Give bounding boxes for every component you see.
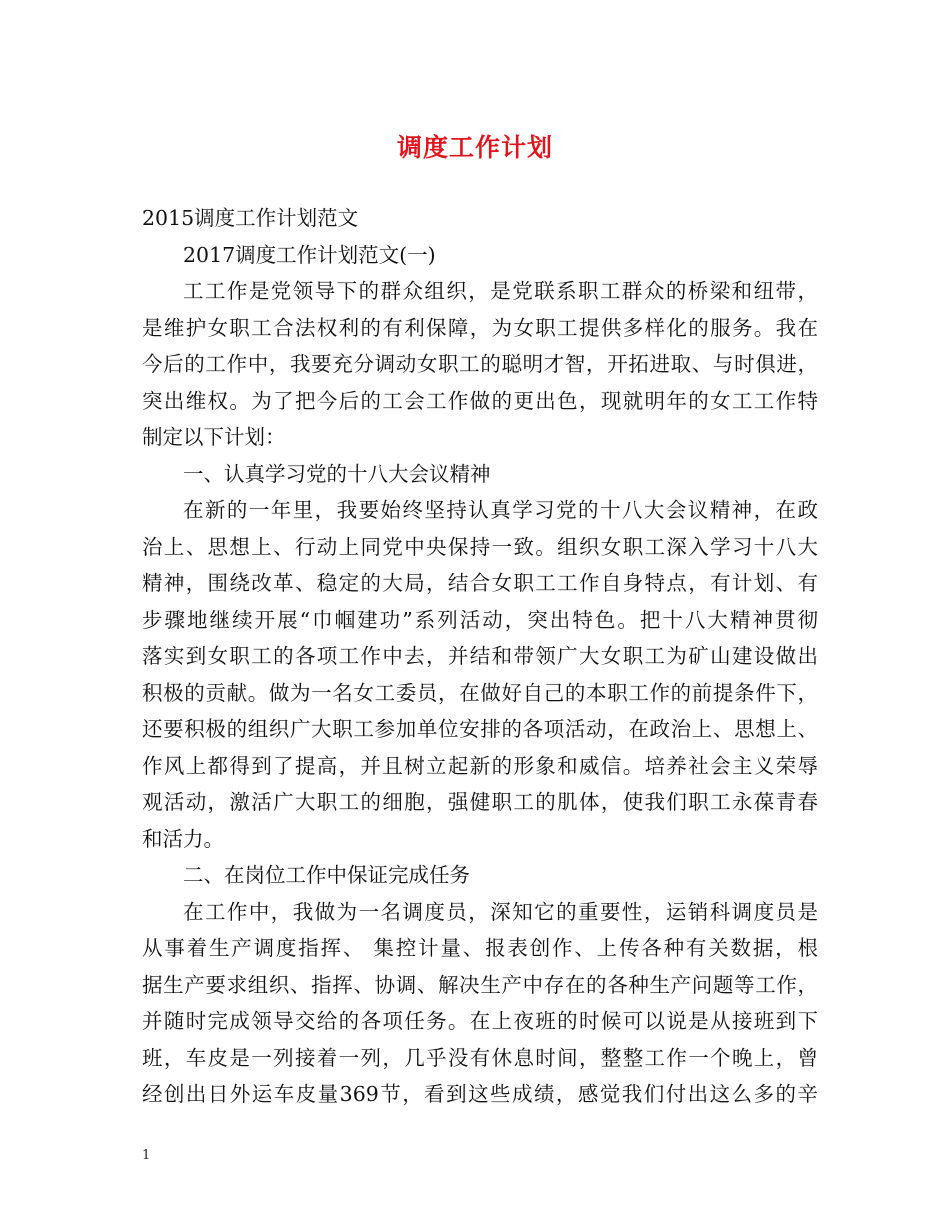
- text-line: 是维护女职工合法权利的有利保障，为女职工提供多样化的服务。我在: [142, 315, 818, 340]
- text-line: 和活力。: [142, 826, 224, 851]
- text-line: 据生产要求组织、指挥、协调、解决生产中存在的各种生产问题等工作，: [142, 972, 818, 997]
- text-line: 观活动，激活广大职工的细胞，强健职工的肌体，使我们职工永葆青春: [142, 790, 818, 814]
- text-line: 作风上都得到了提高，并且树立起新的形象和威信。培养社会主义荣辱: [142, 753, 818, 778]
- page-number: 1: [142, 1148, 151, 1163]
- text-line: 在工作中，我做为一名调度员，深知它的重要性，运销科调度员是: [183, 899, 818, 924]
- text-line: 还要积极的组织广大职工参加单位安排的各项活动，在政治上、思想上、: [142, 717, 818, 741]
- text-line: 工工作是党领导下的群众组织，是党联系职工群众的桥梁和纽带，: [183, 279, 818, 303]
- text-line: 落实到女职工的各项工作中去，并结和带领广大女职工为矿山建设做出: [142, 644, 818, 668]
- text-line: 从事着生产调度指挥、 集控计量、报表创作、上传各种有关数据，根: [142, 936, 818, 960]
- text-line: 今后的工作中，我要充分调动女职工的聪明才智，开拓进取、与时俱进，: [142, 352, 818, 376]
- text-line: 一、认真学习党的十八大会议精神: [183, 461, 491, 486]
- text-line: 并随时完成领导交给的各项任务。在上夜班的时候可以说是从接班到下: [142, 1009, 818, 1033]
- text-line: 2015调度工作计划范文: [142, 206, 359, 230]
- text-line: 精神，围绕改革、稳定的大局，结合女职工工作自身特点，有计划、有: [142, 571, 818, 595]
- text-line: 经创出日外运车皮量369节，看到这些成绩，感觉我们付出这么多的辛: [142, 1082, 818, 1106]
- text-line: 班，车皮是一列接着一列，几乎没有休息时间，整整工作一个晚上，曾: [142, 1045, 818, 1070]
- text-line: 治上、思想上、行动上同党中央保持一致。组织女职工深入学习十八大: [142, 534, 818, 559]
- text-line: 二、在岗位工作中保证完成任务: [183, 863, 470, 887]
- text-line: 2017调度工作计划范文(一): [183, 242, 436, 267]
- text-line: 突出维权。为了把今后的工会工作做的更出色，现就明年的女工工作特: [142, 388, 818, 413]
- text-line: 在新的一年里，我要始终坚持认真学习党的十八大会议精神，在政: [183, 498, 818, 522]
- document-body: [142, 200, 818, 1113]
- text-line: 积极的贡献。做为一名女工委员，在做好自己的本职工作的前提条件下，: [142, 680, 818, 705]
- text-line: 步骤地继续开展“巾帼建功”系列活动，突出特色。把十八大精神贯彻: [142, 607, 818, 632]
- text-line: 制定以下计划：: [142, 425, 286, 449]
- document-title: 调度工作计划: [396, 133, 553, 162]
